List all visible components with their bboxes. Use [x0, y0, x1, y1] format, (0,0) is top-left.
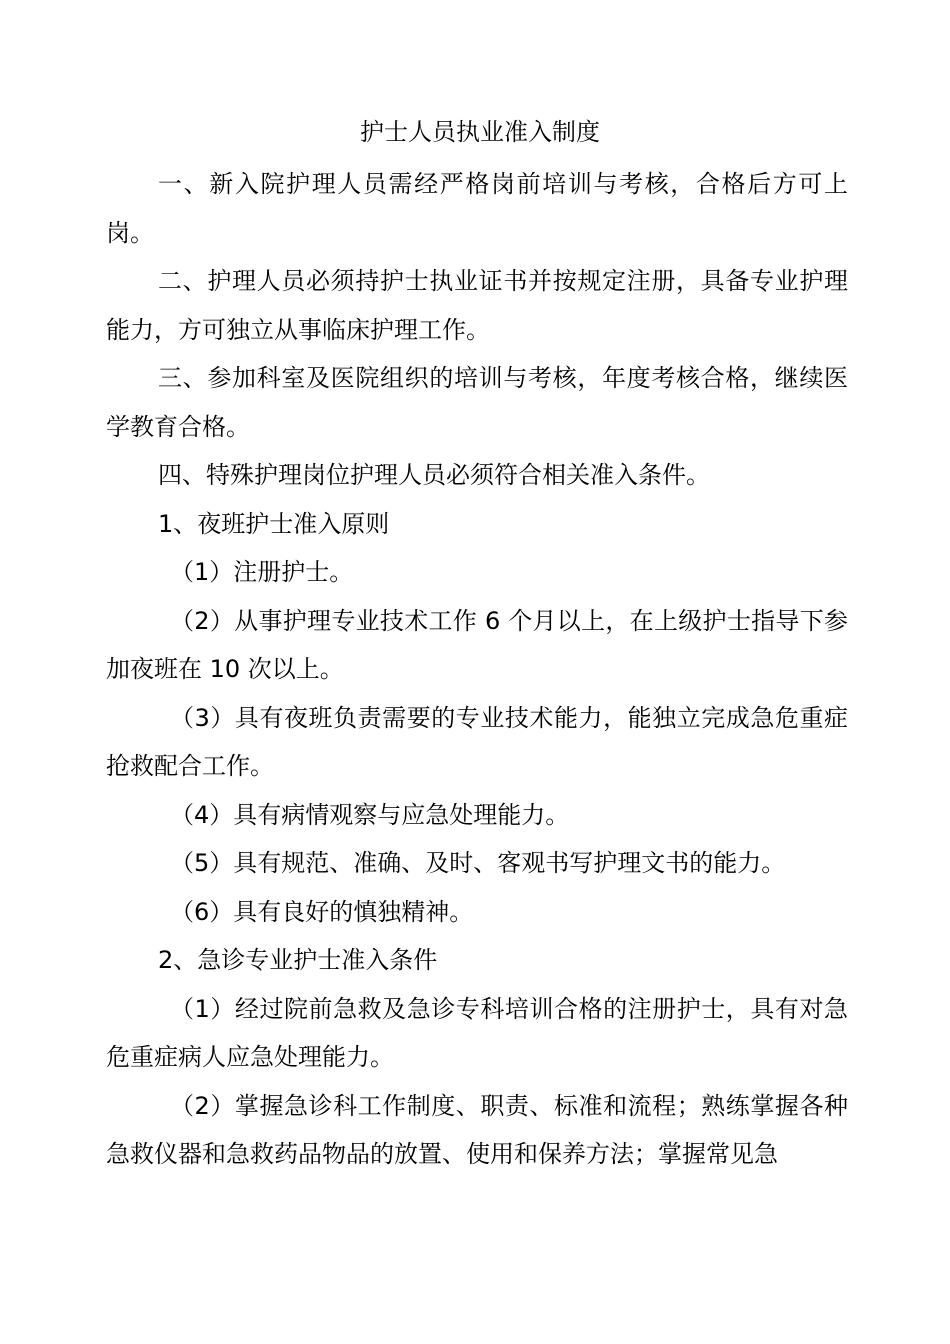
section-1-heading: 1、夜班护士准入原则 [158, 509, 390, 538]
list-item-1-5: （5）具有规范、准确、及时、客观书写护理文书的能力。 [170, 849, 786, 877]
paragraph-2: 二、护理人员必须持护士执业证书并按规定注册，具备专业护理能力，方可独立从事临床护理工作。 [106, 267, 848, 344]
section-2-heading: 2、急诊专业护士准入条件 [158, 946, 438, 974]
list-item-1-2: （2）从事护理专业技术工作 6 个月以上，在上级护士指导下参加夜班在 10 次以上。 [106, 606, 848, 683]
document-title: 护士人员执业准入制度 [360, 118, 600, 146]
list-item-1-3: （3）具有夜班负责需要的专业技术能力，能独立完成急危重症抢救配合工作。 [106, 703, 848, 780]
paragraph-1: 一、新入院护理人员需经严格岗前培训与考核，合格后方可上岗。 [106, 170, 848, 247]
list-item-2-2: （2）掌握急诊科工作制度、职责、标准和流程；熟练掌握各种急救仪器和急救药品物品的放置、使用和保养方法；掌握常见急 [106, 1091, 848, 1168]
list-item-1-1: （1）注册护士。 [170, 558, 354, 586]
paragraph-3: 三、参加科室及医院组织的培训与考核，年度考核合格，继续医学教育合格。 [106, 364, 848, 441]
list-item-1-4: （4）具有病情观察与应急处理能力。 [170, 800, 570, 829]
paragraph-4: 四、特殊护理岗位护理人员必须符合相关准入条件。 [158, 461, 710, 489]
list-item-1-6: （6）具有良好的慎独精神。 [170, 897, 474, 926]
list-item-2-1: （1）经过院前急救及急诊专科培训合格的注册护士，具有对急危重症病人应急处理能力。 [106, 994, 848, 1071]
